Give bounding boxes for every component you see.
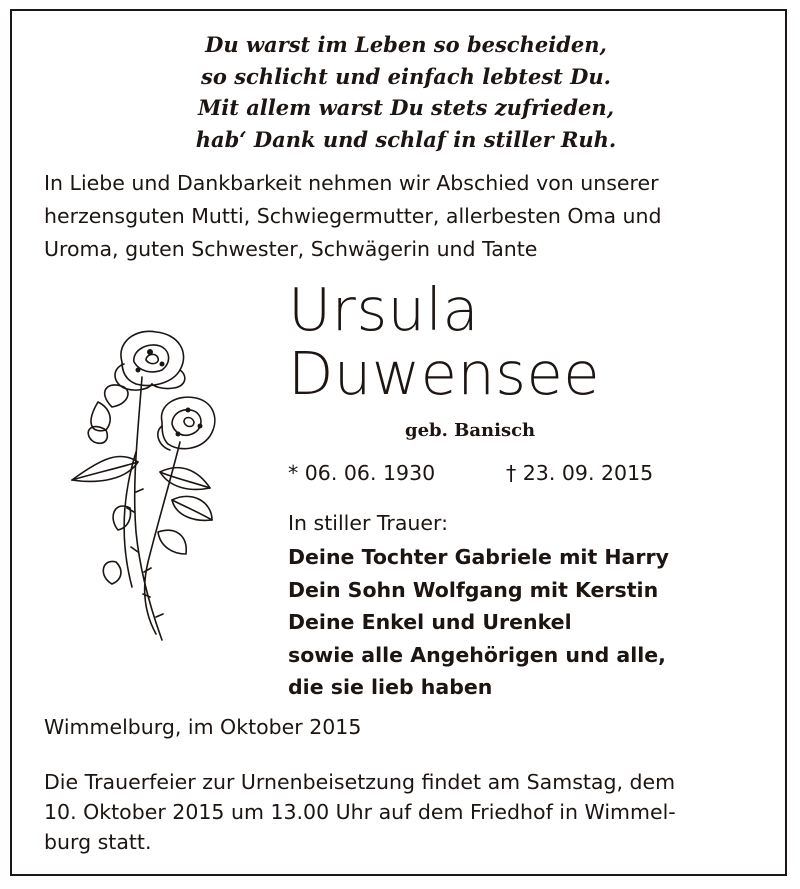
mourner-line: Deine Tochter Gabriele mit Harry — [288, 545, 669, 569]
leaf — [88, 427, 107, 444]
last-name: Duwensee — [288, 339, 601, 408]
intro-line: Uroma, guten Schwester, Schwägerin und Tante — [44, 237, 538, 261]
intro-line: In Liebe und Dankbarkeit nehmen wir Abschied von unserer — [44, 171, 659, 195]
mourners-list — [288, 541, 669, 704]
life-dates — [288, 461, 654, 485]
death-date: † 23. 09. 2015 — [506, 461, 654, 485]
poem-line: Du warst im Leben so bescheiden, — [205, 32, 607, 57]
leaf — [113, 506, 130, 530]
mourner-line: Dein Sohn Wolfgang mit Kerstin — [288, 577, 659, 602]
leaf — [158, 530, 186, 554]
birth-date: * 06. 06. 1930 — [288, 461, 436, 485]
mourner-line: sowie alle Angehörigen und alle, — [288, 642, 666, 667]
poem-line: hab‘ Dank und schlaf in stiller Ruh. — [195, 126, 617, 152]
poem-line: Mit allem warst Du stets zufrieden, — [197, 95, 615, 120]
place-date: Wimmelburg, im Oktober 2015 — [44, 715, 362, 739]
deceased-name — [288, 275, 601, 408]
rose-lower — [161, 397, 214, 449]
roses-illustration — [62, 322, 222, 647]
mourners-label: In stiller Trauer: — [288, 511, 448, 535]
first-name: Ursula — [288, 275, 480, 344]
leaf — [103, 561, 121, 584]
mourner-line: Deine Enkel und Urenkel — [288, 610, 572, 634]
rose-upper — [121, 331, 184, 385]
mourner-line: die sie lieb haben — [288, 675, 493, 699]
service-line: Die Trauerfeier zur Urnenbeisetzung findet am Samstag, dem — [44, 770, 676, 794]
poem-line: so schlicht und einfach lebtest Du. — [201, 63, 611, 89]
stem-main — [135, 377, 162, 640]
service-line: 10. Oktober 2015 um 13.00 Uhr auf dem Friedhof in Wimmel- — [44, 800, 676, 824]
funeral-service-info — [44, 767, 764, 857]
poem — [6, 29, 800, 155]
maiden-name: geb. Banisch — [405, 420, 536, 441]
intro-line: herzensguten Mutti, Schwiegermutter, allerbesten Oma und — [44, 204, 662, 228]
intro-text — [44, 167, 764, 266]
service-line: burg statt. — [44, 830, 152, 854]
